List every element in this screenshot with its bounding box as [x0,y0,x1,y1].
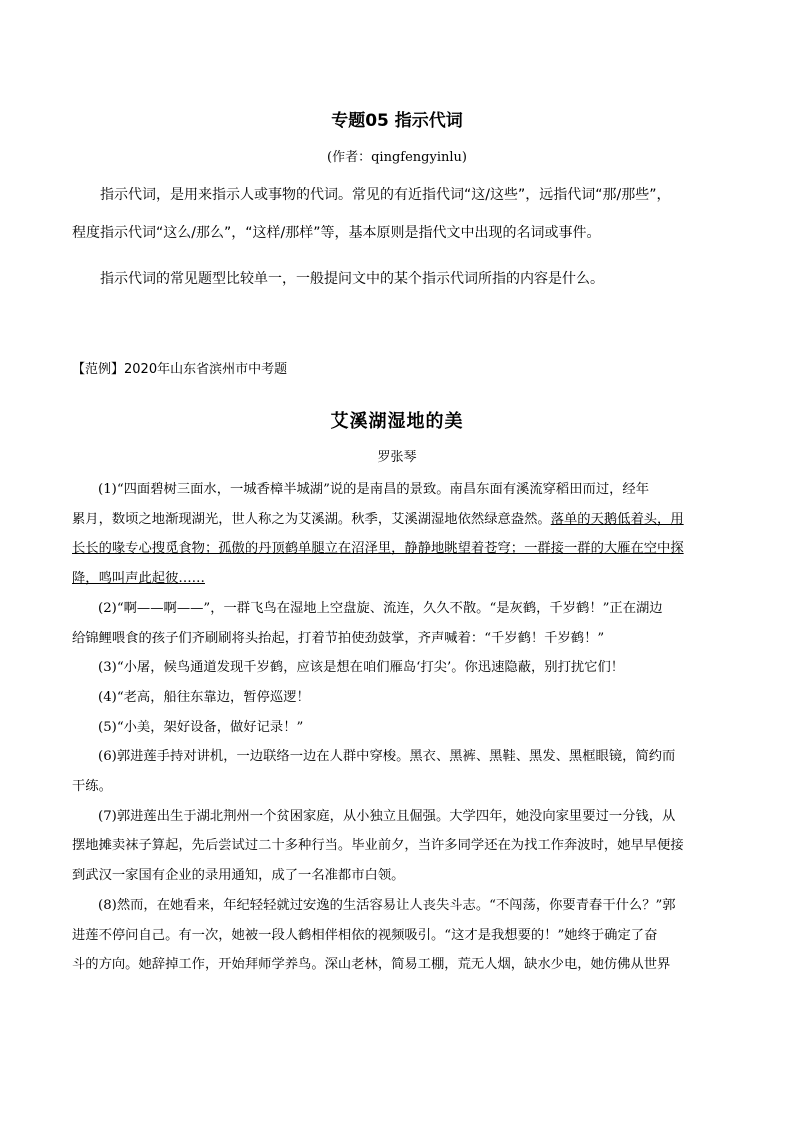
underlined-text: 落单的天鹅低着头，用 [550,511,684,527]
article-line [72,505,732,535]
article-line: (1)“四面碧树三面水，一城香樟半城湖”说的是南昌的景致。南昌东面有溪流穿稻田而过，经年 [98,482,650,497]
underlined-line: 长长的喙专心搜觅食物；孤傲的丹顶鹤单腿立在沼泽里，静静地眺望着苍穹；一群接一群的大雁在空中探 [72,541,684,557]
article-line: (6)郭进莲手持对讲机，一边联络一边在人群中穿梭。黑衣、黑裤、黑鞋、黑发、黑框眼镜，简约而 [98,749,676,765]
underlined-text: 降，鸣叫声此起彼…… [72,571,205,587]
article-line-text: 累月，数顷之地渐现湖光，世人称之为艾溪湖。秋季，艾溪湖湿地依然绿意盎然。 [72,511,551,527]
intro-line: 指示代词，是用来指示人或事物的代词。常见的有近指代词“这/这些”，远指代词“那/那些”， [100,187,671,203]
intro-line: 程度指示代词“这么/那么”，“这样/那样”等，基本原则是指代文中出现的名词或事件。 [72,225,601,241]
article-body [72,475,732,980]
article-line: 进莲不停问自己。有一次，她被一段人鹤相伴相依的视频吸引。“这才是我想要的！”她终于确定了奋 [72,927,658,943]
article-line: (5)“小美，架好设备，做好记录！” [98,719,304,735]
article-line: 摆地摊卖袜子算起，先后尝试过二十多种行当。毕业前夕，当许多同学还在为找工作奔波时，她早早便接 [72,838,684,854]
article-title: 艾溪湖湿地的美 [330,411,464,432]
article-line: 给锦鲤喂食的孩子们齐刷刷将头抬起，打着节拍使劲鼓掌，齐声喊着：“千岁鹤！千岁鹤！” [72,630,605,646]
article-line: 到武汉一家国有企业的录用通知，成了一名准都市白领。 [72,868,405,884]
article-line: (2)“啊——啊——”，一群飞鸟在湿地上空盘旋、流连，久久不散。“是灰鹤，千岁鹤！”正在湖边 [98,600,663,616]
article-line: 斗的方向。她辞掉工作，开始拜师学养鸟。深山老林，简易工棚，荒无人烟，缺水少电，她仿佛从世界 [72,957,671,973]
article-author: 罗张琴 [377,450,417,465]
example-label: 【范例】2020年山东省滨州市中考题 [72,362,288,377]
article-line [72,564,732,594]
article-line: 干练。 [72,779,112,795]
intro-line: 指示代词的常见题型比较单一，一般提问文中的某个指示代词所指的内容是什么。 [100,271,604,287]
article-line: (4)“老高，船往东靠边，暂停巡逻！ [98,689,310,705]
page-title: 专题05 指示代词 [331,111,463,131]
intro-paragraph-2 [72,260,726,298]
article-line: (3)“小屠，候鸟通道发现千岁鹤，应该是想在咱们雁岛‘打尖’。你迅速隐蔽，别打扰它们！ [98,660,625,676]
article-line: (7)郭进莲出生于湖北荆州一个贫困家庭，从小独立且倔强。大学四年，她没向家里要过一分钱，从 [98,808,676,824]
article-line: (8)然而，在她看来，年纪轻轻就过安逸的生活容易让人丧失斗志。“不闯荡，你要青春干什么？”郭 [98,897,676,913]
author-line: (作者：qingfengyinlu) [327,150,467,165]
intro-paragraph-1 [72,176,726,252]
